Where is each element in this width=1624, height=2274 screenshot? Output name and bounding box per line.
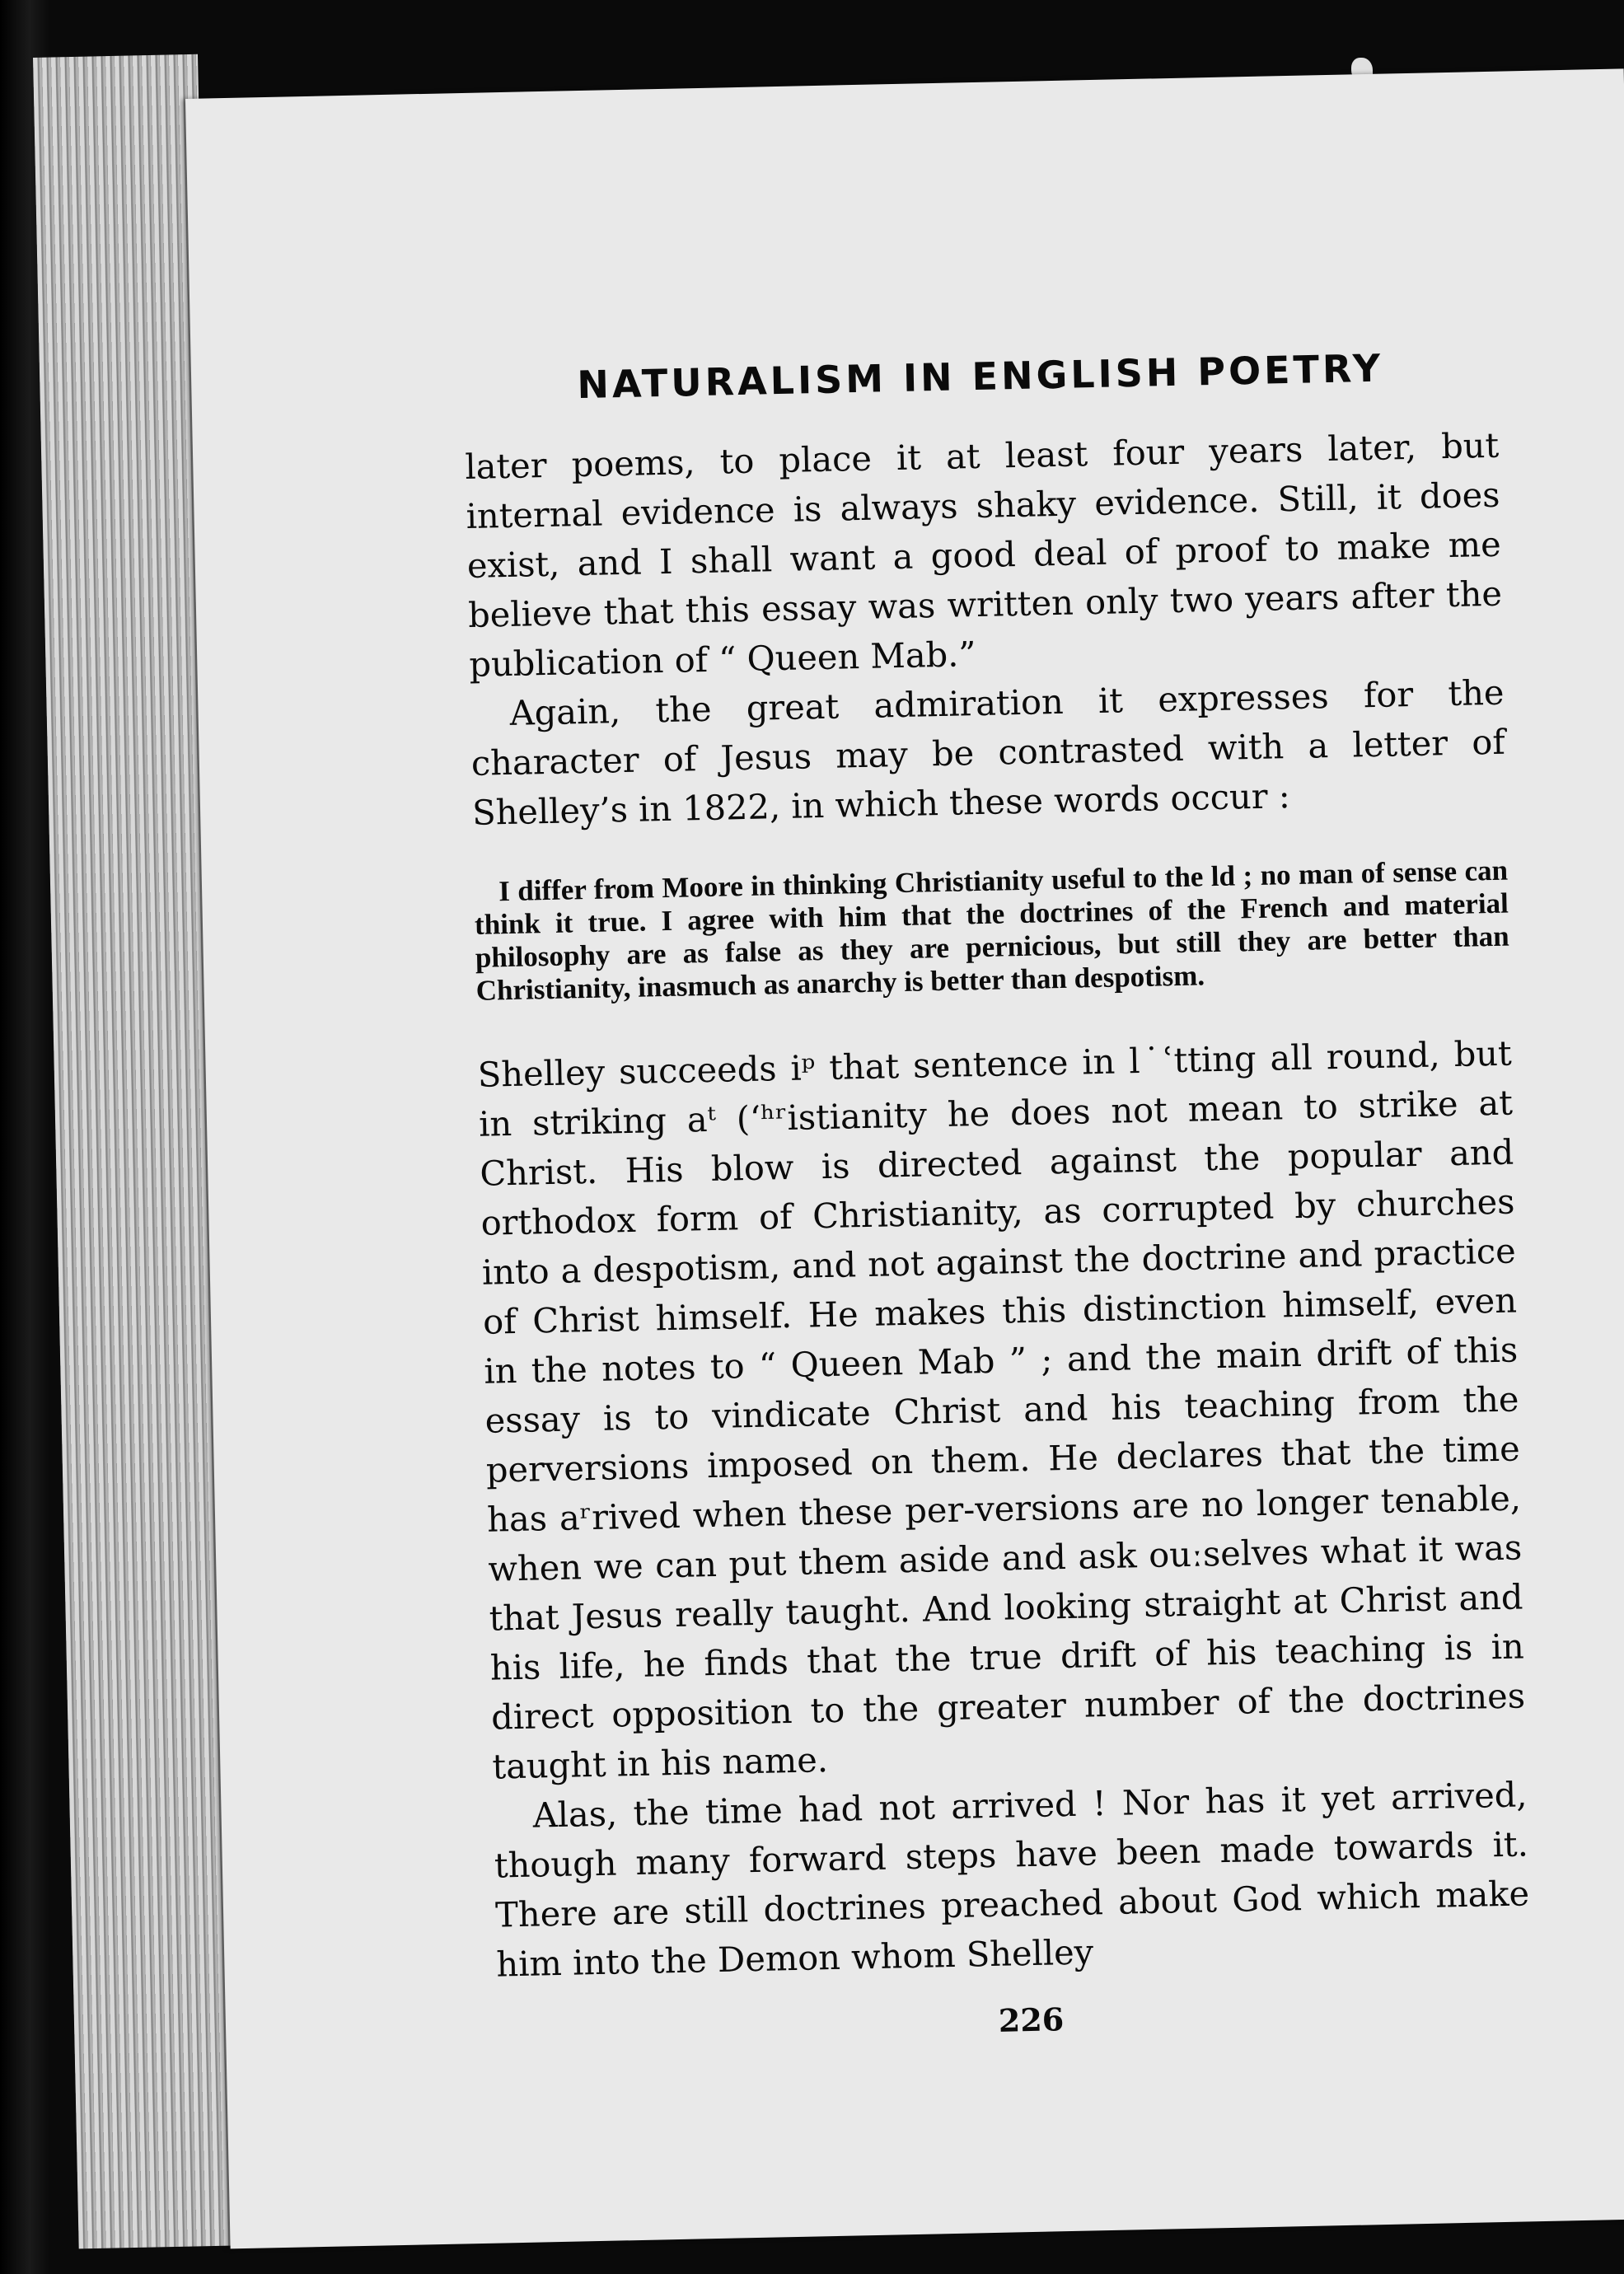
paragraph-2: Again, the great admiration it expresses for the character of Jesus may be contrasted with a letter of Shelley’s in 1822, in which these words occur : (470, 671, 1506, 833)
paragraph-1: later poems, to place it at least four years later, but internal evidence is always shaky evidence. Still, it does exist, and I shall want a good deal of proof to make me believe that this essay was written only two years after the publication of “ Queen Mab.” (464, 424, 1503, 685)
block-quote: I differ from Moore in thinking Christianity useful to the ld ; no man of sense can think it true. I agree with him that the doctrines of the French and material philosophy are as false as they are pernicious, but still they are better than Christianity, inasmuch as anarchy is better than despotism. (474, 854, 1510, 1007)
paragraph-3: Shelley succeeds iᵖ that sentence in l˙ʿtting all round, but in striking aᵗ (ʻʰʳistianity he does not mean to strike at Christ. His blow is directed against the popular and orthodox form of Christianity, as corrupted by churches into a despotism, and not against the doctrine and practice of Christ himself. He makes this distinction himself, even in the notes to “ Queen Mab ” ; and the main drift of this essay is to vindicate Christ and his teaching from the perversions imposed on them. He declares that the time has aʳrived when these per-versions are no longer tenable, when we can put them aside and ask ouːselves what it was that Jesus really taught. And looking straight at Christ and his life, he finds that the true drift of his teaching is in direct opposition to the greater number of the doctrines taught in his name. (477, 1032, 1526, 1787)
body-text-continued (477, 1029, 1531, 1990)
page-number: 226 (998, 2000, 1065, 2039)
text-block (463, 344, 1533, 2050)
paragraph-4: Alas, the time had not arrived ! Nor has it yet arrived, though many forward steps have been made towards it. There are still doctrines preached about God which make him into the Demon whom Shelley (494, 1774, 1530, 1985)
book-page (185, 68, 1624, 2248)
running-head: NATURALISM IN ENGLISH POETRY (576, 345, 1384, 408)
body-text (465, 421, 1507, 838)
